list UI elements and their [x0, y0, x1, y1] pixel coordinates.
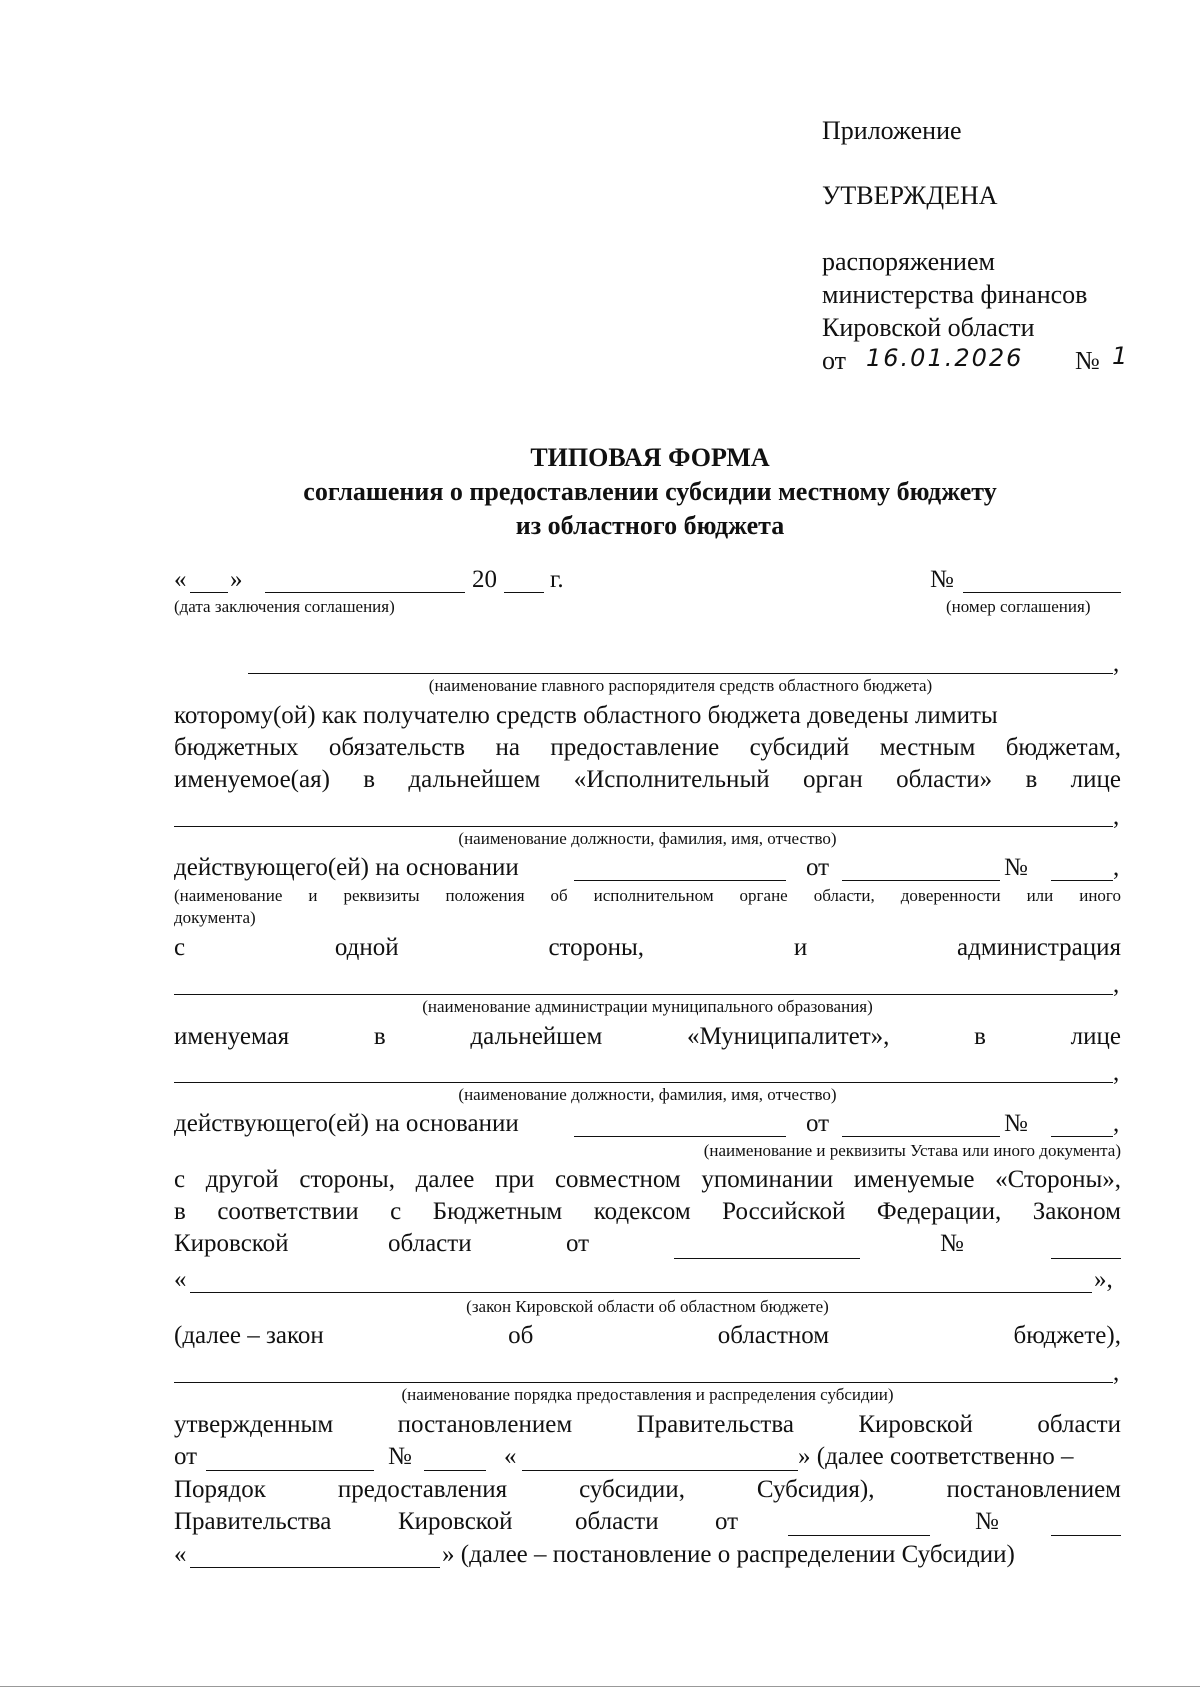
resolution-title-blank — [522, 1470, 798, 1471]
agreement-number-blank — [963, 592, 1121, 593]
number-label-2: № — [1004, 1110, 1028, 1137]
from-label-3: от — [174, 1443, 198, 1470]
word: от — [715, 1508, 739, 1535]
law-date-blank — [674, 1258, 860, 1259]
procedure-blank — [174, 1382, 1113, 1383]
law-quote-close: », — [1094, 1266, 1113, 1293]
resolution-quote-open: « — [504, 1443, 517, 1470]
word: от — [566, 1230, 590, 1257]
basis-number-blank-1 — [1051, 880, 1113, 881]
from-label-1: от — [806, 854, 830, 881]
word: утвержденным — [174, 1411, 334, 1438]
distribution-number-blank — [1051, 1535, 1121, 1536]
resolution-number-blank — [424, 1470, 486, 1471]
handwritten-number: 1 — [1112, 342, 1130, 370]
acting-basis-2: действующего(ей) на основании — [174, 1110, 519, 1137]
word: постановлением — [397, 1411, 573, 1438]
word: Кировской — [398, 1508, 513, 1535]
number-caption: (номер соглашения) — [946, 597, 1091, 616]
agreement-number-label: № — [930, 566, 954, 593]
word: дальнейшем — [470, 1023, 603, 1050]
title-line-1: ТИПОВАЯ ФОРМА — [530, 443, 770, 472]
position-caption-2: (наименование должности, фамилия, имя, отчество) — [458, 1085, 837, 1104]
budget-law-caption: (закон Кировской области об областном бюджете) — [466, 1297, 829, 1316]
word: субсидии, — [579, 1476, 685, 1503]
word: «Муниципалитет», — [687, 1023, 890, 1050]
word: об — [508, 1322, 534, 1349]
last-line-tail: » (далее – постановление о распределении Субсидии) — [442, 1541, 1015, 1568]
distribution-quote-open: « — [174, 1541, 187, 1568]
approved-by-line — [174, 1409, 1121, 1441]
approval-number-label: № — [1075, 346, 1100, 375]
municipal-admin-caption: (наименование администрации муниципального образования) — [422, 997, 873, 1016]
number-label-4: № — [975, 1508, 999, 1535]
distribution-title-blank — [190, 1567, 440, 1568]
accordance-line: в соответствии с Бюджетным кодексом Российской Федерации, Законом — [174, 1198, 1121, 1225]
law-number-blank — [1051, 1258, 1121, 1259]
basis-blank-2 — [574, 1136, 786, 1137]
municipal-admin-blank — [174, 994, 1113, 995]
procedure-caption: (наименование порядка предоставления и распределения субсидии) — [401, 1385, 894, 1404]
regulation-caption-2: документа) — [174, 908, 256, 927]
official-position-blank — [174, 826, 1113, 827]
date-quote-open: « — [174, 566, 187, 593]
resolution-date-blank — [206, 1470, 374, 1471]
word: Правительства — [636, 1411, 794, 1438]
word: в — [974, 1023, 986, 1050]
word: администрация — [957, 934, 1121, 961]
word: области — [575, 1508, 659, 1535]
word: Кировской — [174, 1230, 289, 1257]
word: лице — [1070, 1023, 1121, 1050]
word: и — [793, 934, 808, 961]
appendix-label: Приложение — [822, 116, 962, 145]
official-position-blank-2 — [174, 1082, 1113, 1083]
text: которому(ой) как получателю средств областного бюджета доведены лимиты — [174, 702, 998, 729]
procedure-words-line — [174, 1474, 1121, 1506]
hereinafter-respectively: » (далее соответственно – — [798, 1443, 1074, 1470]
basis-date-blank-1 — [842, 880, 1000, 881]
word: Кировской — [858, 1411, 973, 1438]
other-side-line: с другой стороны, далее при совместном упоминании именуемые «Стороны», — [174, 1166, 1121, 1193]
one-side-line — [174, 932, 1121, 964]
basis-blank-1 — [574, 880, 786, 881]
handwritten-date: 16.01.2026 — [866, 344, 1024, 372]
title-line-3: из областного бюджета — [515, 511, 785, 540]
word: стороны, — [548, 934, 645, 961]
word: постановлением — [946, 1476, 1121, 1503]
named-line — [174, 1021, 1121, 1053]
number-label-1: № — [1004, 854, 1028, 881]
comma: , — [1113, 854, 1120, 881]
word: Правительства — [174, 1508, 332, 1535]
month-blank — [265, 592, 465, 593]
scan-edge — [0, 1686, 1200, 1687]
paragraph-1-line-2: бюджетных обязательств на предоставление субсидий местным бюджетам, — [174, 734, 1121, 761]
basis-number-blank-2 — [1051, 1136, 1113, 1137]
word: предоставления — [337, 1476, 508, 1503]
paragraph-1-line-1 — [174, 700, 1121, 732]
comma: , — [1113, 1359, 1120, 1386]
word: Субсидия), — [756, 1476, 875, 1503]
hereinafter-law-line — [174, 1320, 1121, 1352]
comma: , — [1113, 650, 1120, 677]
year-prefix: 20 — [472, 566, 497, 593]
comma: , — [1113, 803, 1120, 830]
distribution-date-blank — [788, 1535, 930, 1536]
word: именуемая — [174, 1023, 290, 1050]
word: области — [388, 1230, 472, 1257]
regulation-caption: (наименование и реквизиты положения об исполнительном органе области, доверенности или иного — [174, 886, 1121, 905]
chief-manager-caption: (наименование главного распорядителя средств областного бюджета) — [428, 676, 933, 695]
approval-line-2: министерства финансов — [822, 280, 1088, 309]
number-label-3: № — [388, 1443, 412, 1470]
word: Порядок — [174, 1476, 266, 1503]
from-label-2: от — [806, 1110, 830, 1137]
day-blank — [190, 592, 228, 593]
comma: , — [1113, 1110, 1120, 1137]
year-blank — [504, 592, 544, 593]
comma: , — [1113, 1059, 1120, 1086]
approval-line-3: Кировской области — [822, 313, 1035, 342]
law-number-label: № — [940, 1230, 964, 1257]
position-caption-1: (наименование должности, фамилия, имя, отчество) — [458, 829, 837, 848]
basis-date-blank-2 — [842, 1136, 1000, 1137]
budget-law-blank — [190, 1292, 1092, 1293]
charter-caption: (наименование и реквизиты Устава или иного документа) — [703, 1141, 1121, 1160]
year-suffix: г. — [550, 566, 564, 593]
paragraph-1-line-3: именуемое(ая) в дальнейшем «Исполнительный орган области» в лице — [174, 766, 1121, 793]
date-caption: (дата заключения соглашения) — [174, 597, 395, 616]
title-line-2: соглашения о предоставлении субсидии местному бюджету — [303, 477, 997, 506]
approved-label: УТВЕРЖДЕНА — [822, 181, 998, 210]
word: области — [1037, 1411, 1121, 1438]
word: с — [174, 934, 186, 961]
law-quote-open: « — [174, 1266, 187, 1293]
date-quote-close: » — [230, 566, 243, 593]
acting-basis-1: действующего(ей) на основании — [174, 854, 519, 881]
comma: , — [1113, 971, 1120, 998]
word: (далее – закон — [174, 1322, 324, 1349]
word: одной — [334, 934, 399, 961]
approval-from-label: от — [822, 346, 847, 375]
word: бюджете), — [1013, 1322, 1121, 1349]
word: областном — [717, 1322, 830, 1349]
chief-manager-blank — [248, 673, 1113, 674]
word: в — [373, 1023, 386, 1050]
approval-line-1: распоряжением — [822, 247, 995, 276]
